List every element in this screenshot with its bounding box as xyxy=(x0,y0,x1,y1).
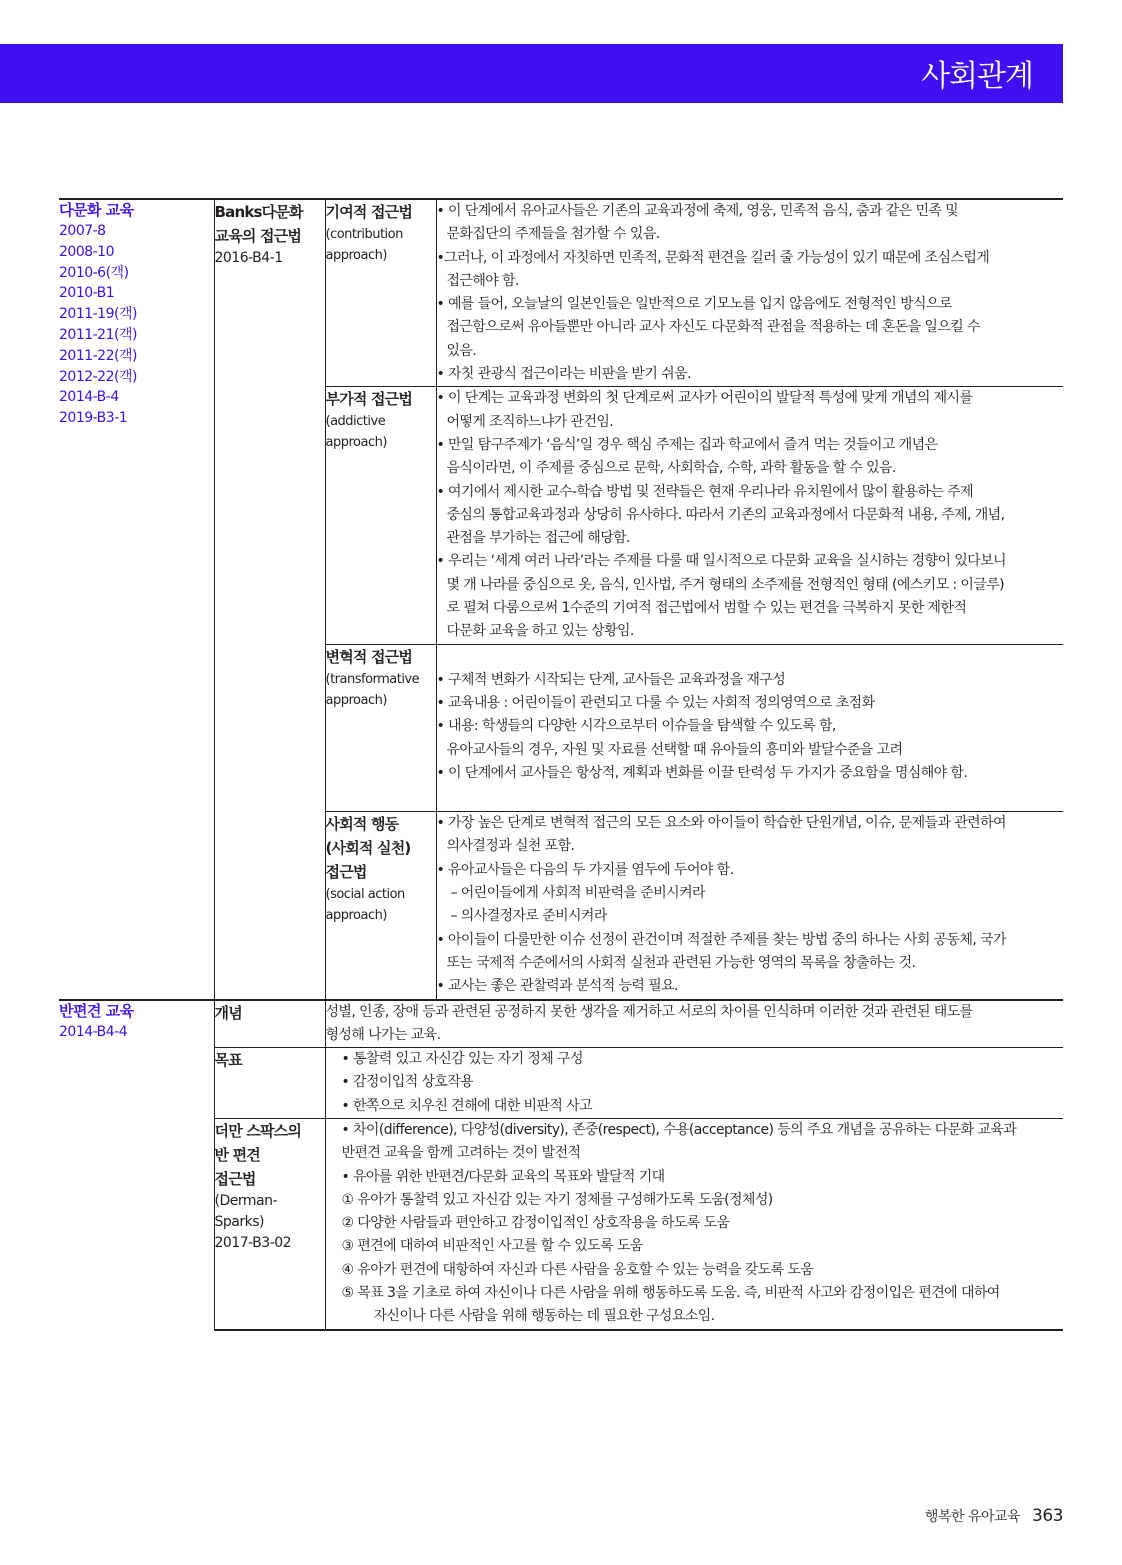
banks-approach-cell xyxy=(214,199,325,1000)
approach-english: approach) xyxy=(325,692,387,708)
exam-ref: 2019-B3-1 xyxy=(59,410,128,427)
sub-title: 접근법 xyxy=(214,1169,256,1188)
header-band xyxy=(0,44,1063,103)
exam-ref: 2010-6(객) xyxy=(59,264,129,281)
desc-line: • 유아를 위한 반편견/다문화 교육의 목표와 발달적 기대 xyxy=(341,1168,665,1185)
page-section-title: 사회관계 xyxy=(921,59,1033,94)
desc-line: • 구체적 변화가 시작되는 단계, 교사들은 교육과정을 재구성 xyxy=(436,671,786,688)
page-footer xyxy=(925,1506,1063,1526)
desc-line: • 이 단계에서 교사들은 항상적, 계획과 변화를 이끌 탄력성 두 가지가 중요함을 명심해야 함. xyxy=(436,764,968,781)
antibias-goal-label-cell xyxy=(214,1048,325,1119)
approach-english: (social action xyxy=(325,887,405,903)
desc-line: 접근함으로써 유아들뿐만 아니라 교사 자신도 다문화적 관점을 적용하는 데 혼돈을 일으킬 수 xyxy=(446,319,980,336)
desc-line: •그러나, 이 과정에서 자칫하면 민족적, 문화적 편견을 길러 줄 가능성이 있기 때문에 조심스럽게 xyxy=(436,249,990,266)
approach-additive xyxy=(325,387,436,644)
desc-line: 중심의 통합교육과정과 상당히 유사하다. 따라서 기존의 교육과정에서 다문화적 내용, 주제, 개념, xyxy=(446,506,1005,523)
sub-title: 반 편견 xyxy=(214,1145,260,1164)
approach-contribution xyxy=(325,199,436,387)
desc-line: ④ 유아가 편견에 대항하여 자신과 다른 사람을 옹호할 수 있는 능력을 갖도록 도움 xyxy=(341,1261,814,1278)
sub-title: Banks다문화 xyxy=(214,203,303,221)
desc-line: • 한쪽으로 치우친 견해에 대한 비판적 사고 xyxy=(341,1097,592,1114)
desc-line: • 통찰력 있고 자신감 있는 자기 정체 구성 xyxy=(341,1051,583,1068)
desc-line: 로 펼쳐 다룸으로써 1수준의 기여적 접근법에서 범할 수 있는 편견을 극복하지 못한 제한적 xyxy=(446,600,967,617)
row-label: 개념 xyxy=(214,1003,242,1022)
approach-english: Sparks) xyxy=(214,1213,264,1230)
approach-name: 사회적 행동 xyxy=(325,815,399,834)
exam-ref: 2011-19(객) xyxy=(59,306,137,323)
approach-name: 접근법 xyxy=(325,863,367,882)
desc-line: 음식이라면, 이 주제를 중심으로 문학, 사회학습, 수학, 과학 활동을 할 수 있음. xyxy=(446,460,896,477)
approach-description xyxy=(436,644,1063,811)
approach-english: approach) xyxy=(325,248,387,263)
desc-line: • 만일 탐구주제가 ‘음식’일 경우 핵심 주제는 집과 학교에서 즐겨 먹는 것들이고 개념은 xyxy=(436,436,938,453)
desc-line: • 내용: 학생들의 다양한 시각으로부터 이슈들을 탐색할 수 있도록 함, xyxy=(436,718,836,735)
desc-line: 접근해야 함. xyxy=(446,272,519,289)
approach-english: approach) xyxy=(325,908,387,924)
approach-name: 변혁적 접근법 xyxy=(325,647,413,666)
desc-line: • 자칫 관광식 접근이라는 비판을 받기 쉬움. xyxy=(436,366,691,383)
approach-english: (contribution xyxy=(325,227,403,242)
approach-name: (사회적 실천) xyxy=(325,839,411,858)
desc-line: • 우리는 ‘세계 여러 나라’라는 주제를 다룰 때 일시적으로 다문화 교육을 실시하는 경향이 있다보니 xyxy=(436,553,1006,570)
approach-english: approach) xyxy=(325,435,387,451)
approach-english: (Derman- xyxy=(214,1192,278,1209)
desc-line: • 교육내용 : 어린이들이 관련되고 다룰 수 있는 사회적 정의영역으로 초점화 xyxy=(436,694,875,711)
exam-ref: 2007-8 xyxy=(59,223,106,239)
sub-title: 교육의 접근법 xyxy=(214,227,302,245)
desc-line: ② 다양한 사람들과 편안하고 감정이입적인 상호작용을 하도록 도움 xyxy=(341,1215,730,1232)
exam-ref: 2010-B1 xyxy=(59,285,115,302)
desc-line: 또는 국제적 수준에서의 사회적 실천과 관련된 가능한 영역의 목록을 창출하는 것. xyxy=(446,954,916,971)
exam-ref: 2017-B3-02 xyxy=(214,1234,292,1251)
exam-ref: 2014-B4-4 xyxy=(59,1023,128,1040)
topic-multicultural xyxy=(59,199,214,1000)
approach-transformative xyxy=(325,644,436,811)
desc-line: 의사결정과 실천 포함. xyxy=(446,838,575,855)
desc-line: 있음. xyxy=(446,342,477,359)
desc-line: • 가장 높은 단계로 변혁적 접근의 모든 요소와 아이들이 학습한 단원개념, 이슈, 문제들과 관련하여 xyxy=(436,815,1006,832)
derman-sparks-cell xyxy=(214,1118,325,1329)
topic-title: 반편견 교육 xyxy=(59,1001,134,1020)
desc-line: 자신이나 다른 사람을 위해 행동하는 데 필요한 구성요소임. xyxy=(373,1308,715,1325)
topic-antibias xyxy=(59,1000,214,1330)
content-table xyxy=(59,198,1063,1331)
approach-english: (addictive xyxy=(325,414,386,430)
desc-line: – 어린이들에게 사회적 비판력을 준비시켜라 xyxy=(450,885,705,902)
approach-english: (transformative xyxy=(325,671,420,687)
desc-line: 성별, 인종, 장애 등과 관련된 공정하지 못한 생각을 제거하고 서로의 차이를 인식하며 이러한 것과 관련된 태도를 xyxy=(325,1003,973,1020)
approach-description xyxy=(436,199,1063,387)
antibias-concept-text xyxy=(325,1000,1063,1048)
desc-line: ⑤ 목표 3을 기초로 하여 자신이나 다른 사람을 위해 행동하도록 도움. 즉, 비판적 사고와 감정이입은 편견에 대하여 xyxy=(341,1285,1000,1302)
topic-title: 다문화 교육 xyxy=(59,201,134,219)
desc-line: 반편견 교육을 함께 고려하는 것이 발전적 xyxy=(341,1145,581,1162)
table-row xyxy=(59,1000,1063,1048)
desc-line: ③ 편견에 대하여 비판적인 사고를 할 수 있도록 도움 xyxy=(341,1238,643,1255)
row-label: 목표 xyxy=(214,1051,242,1070)
exam-ref: 2016-B4-1 xyxy=(214,250,283,266)
desc-line: – 의사결정자로 준비시켜라 xyxy=(450,908,607,925)
approach-description xyxy=(436,812,1063,1000)
approach-name: 부가적 접근법 xyxy=(325,390,413,409)
desc-line: • 이 단계에서 유아교사들은 기존의 교육과정에 축제, 영웅, 민족적 음식, 춤과 같은 민족 및 xyxy=(436,203,959,219)
desc-line: 관점을 부가하는 접근에 해당함. xyxy=(446,530,630,547)
desc-line: 어떻게 조직하느냐가 관건임. xyxy=(446,413,614,430)
table-row xyxy=(59,199,1063,387)
exam-ref: 2014-B-4 xyxy=(59,389,119,406)
desc-line: ① 유아가 통찰력 있고 자신감 있는 자기 정체를 구성해가도록 도움(정체성) xyxy=(341,1191,773,1208)
desc-line: • 유아교사들은 다음의 두 가지를 염두에 두어야 함. xyxy=(436,861,734,878)
desc-line: • 여기에서 제시한 교수-학습 방법 및 전략들은 현재 우리나라 유치원에서 많이 활용하는 주제 xyxy=(436,483,973,500)
exam-ref: 2012-22(객) xyxy=(59,368,137,385)
desc-line: 다문화 교육을 하고 있는 상황임. xyxy=(446,623,634,640)
book-title: 행복한 유아교육 xyxy=(924,1509,1021,1525)
exam-ref: 2011-21(객) xyxy=(59,326,137,343)
desc-line: 유아교사들의 경우, 자원 및 자료를 선택할 때 유아들의 흥미와 발달수준을 고려 xyxy=(446,741,903,758)
desc-line: 형성해 나가는 교육. xyxy=(325,1026,441,1043)
exam-ref: 2008-10 xyxy=(59,243,114,260)
desc-line: • 이 단계는 교육과정 변화의 첫 단계로써 교사가 어린이의 발달적 특성에 맞게 개념의 제시를 xyxy=(436,390,973,407)
antibias-concept-label-cell xyxy=(214,1000,325,1048)
approach-social-action xyxy=(325,812,436,1000)
sub-title: 더만 스팍스의 xyxy=(214,1121,302,1140)
desc-line: 몇 개 나라를 중심으로 옷, 음식, 인사법, 주거 형태의 소주제를 전형적인 형태 (에스키모 : 이글루) xyxy=(446,576,1004,593)
antibias-goal-text xyxy=(325,1048,1063,1119)
desc-line: 문화집단의 주제들을 첨가할 수 있음. xyxy=(446,226,660,243)
desc-line: • 아이들이 다룰만한 이슈 선정이 관건이며 적절한 주제를 찾는 방법 중의 하나는 사회 공동체, 국가 xyxy=(436,931,1006,948)
exam-ref: 2011-22(객) xyxy=(59,347,137,364)
approach-description xyxy=(436,387,1063,644)
derman-sparks-description xyxy=(325,1118,1063,1329)
approach-name: 기여적 접근법 xyxy=(325,203,413,221)
desc-line: • 예를 들어, 오늘날의 일본인들은 일반적으로 기모노를 입지 않음에도 전형적인 방식으로 xyxy=(436,296,952,313)
desc-line: • 교사는 좋은 관찰력과 분석적 능력 필요. xyxy=(436,978,678,995)
desc-line: • 감정이입적 상호작용 xyxy=(341,1074,474,1091)
desc-line: • 차이(difference), 다양성(diversity), 존중(respect), 수용(acceptance) 등의 주요 개념을 공유하는 다문화 교육과 xyxy=(341,1121,1017,1138)
page-number: 363 xyxy=(1032,1506,1063,1526)
